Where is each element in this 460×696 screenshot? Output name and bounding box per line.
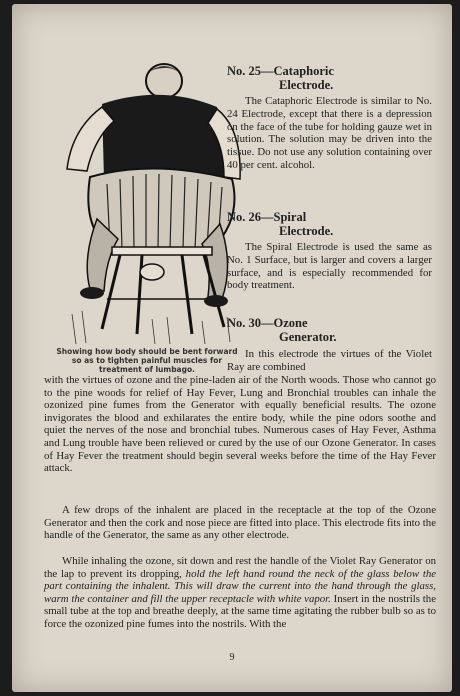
paragraph-inhaling-end: Insert in the nostrils the small tube at the top and breathe deeply, at the same time agitating the rubber bulb so as to force the ozonized pine fumes into the nostrils. With the — [44, 592, 436, 630]
paragraph-inhaling-start: While inhaling the ozone, sit down and rest the handle of the Violet Ray Generator on the lap to prevent its dropping, — [44, 555, 436, 580]
lumbago-posture-illustration — [42, 59, 242, 344]
section-30-heading — [227, 316, 432, 344]
section-30-intro: In this electrode the virtues of the Violet Ray are combined — [227, 348, 432, 373]
book-page — [12, 4, 452, 692]
section-25-body: The Cataphoric Electrode is similar to No. 24 Electrode, except that there is a depression on the face of the tube for holding gauze wet in solution. The solution may be driven into the tissue. Do not use any solution containing over 40 per cent. alcohol. — [227, 95, 432, 171]
section-30-title: No. 30—Ozone — [227, 316, 308, 330]
paragraph-ozone-virtues: with the virtues of ozone and the pine-laden air of the North woods. Those who cannot go to the pine woods for relief of Hay Fever, Lung and Bronchial troubles can inhale the ozonized pine fumes from the Generator with equally beneficial results. The ozone invigorates the blood and exhilarates the entire body, while the pine odors soothe and quiet the nerves of the nose and bronchial tubes. Numerous cases of Hay Fever, Asthma and Lung trouble have been relieved or cured by the use of our Ozone Generator. In cases of Hay Fever the treatment should begin several weeks before the time of the Hay Fever attack. — [44, 374, 436, 475]
paragraph-inhaling-italic: hold the left hand round the neck of the glass below the part containing the inhalent. This will draw the current into the hand through the glass, warm the container and fill the upper receptacle with white vapor. — [44, 567, 437, 605]
page-number: 9 — [229, 652, 235, 663]
section-25-title-line2: Electrode. — [279, 78, 334, 92]
section-25-heading — [227, 64, 432, 92]
section-25 — [227, 64, 432, 172]
paragraph-inhaling — [44, 555, 436, 631]
section-26-body: The Spiral Electrode is used the same as No. 1 Surface, but is larger and covers a larger surface, and is especially recommended for body treatment. — [227, 241, 432, 292]
section-26-title-line2: Electrode. — [279, 224, 334, 238]
section-26-title: No. 26—Spiral — [227, 210, 307, 224]
section-30-title-line2: Generator. — [279, 330, 337, 344]
paragraph-inhalent: A few drops of the inhalent are placed in the receptacle at the top of the Ozone Generator and then the cork and nose piece are fitted into place. This electrode fits into the handle of the Generator, the same as any other electrode. — [44, 504, 436, 542]
illustration-caption: Showing how body should be bent forward so as to tighten painful muscles for treatment of lumbago. — [56, 347, 238, 374]
section-25-title: No. 25—Cataphoric — [227, 64, 334, 78]
section-30 — [227, 316, 432, 374]
section-26 — [227, 210, 432, 292]
section-26-heading — [227, 210, 432, 238]
